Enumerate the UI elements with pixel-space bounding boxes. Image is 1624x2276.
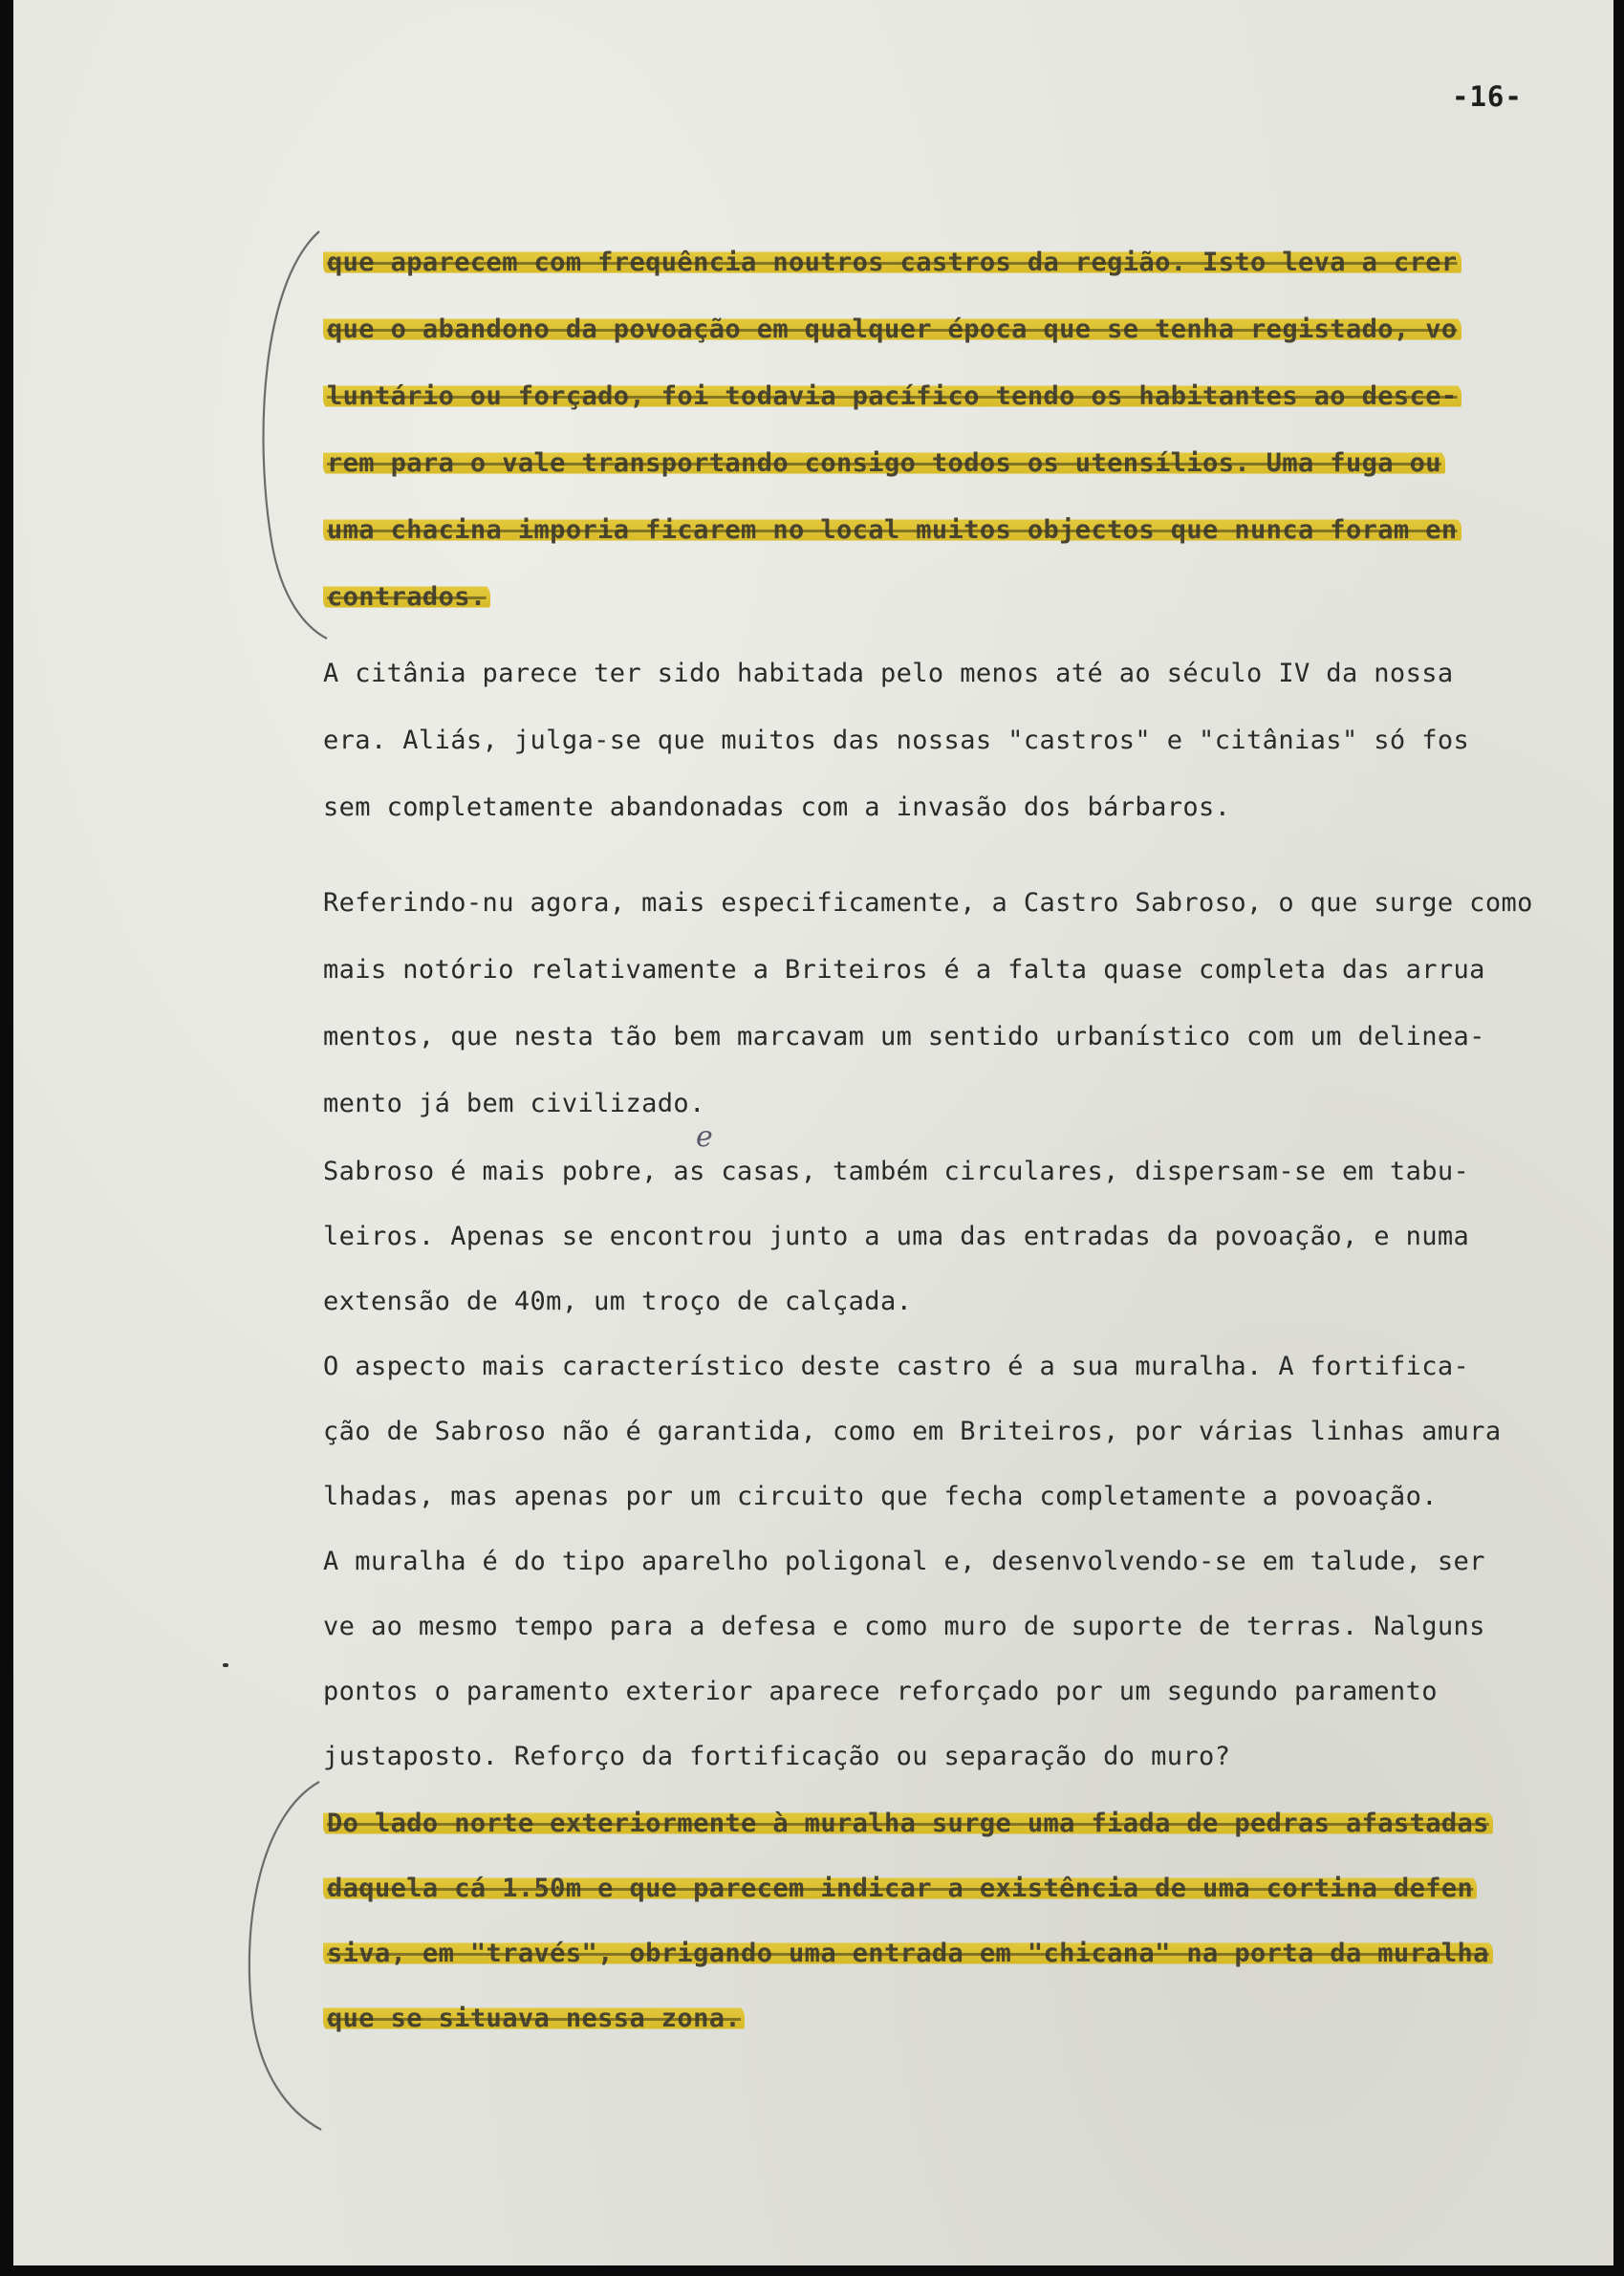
text-line: Sabroso é mais pobre, as casas, também circulares, dispersam-se em tabu-: [323, 1157, 1470, 1186]
text-line: contrados.: [323, 564, 1585, 631]
text-line: ve ao mesmo tempo para a defesa e como muro de suporte de terras. Nalguns: [323, 1612, 1485, 1641]
margin-bracket-bottom: [233, 1776, 329, 2139]
ink-speck: [223, 1663, 228, 1667]
text-line: mento já bem civilizado.: [323, 1089, 705, 1118]
text-line: era. Aliás, julga-se que muitos das nossas "castros" e "citânias" só fos: [323, 726, 1470, 755]
paragraph-2: [323, 640, 1585, 841]
text-line: Referindo-nu agora, mais especificamente, a Castro Sabroso, o que surge como: [323, 888, 1533, 918]
text-line: daquela cá 1.50m e que parecem indicar a existência de uma cortina defen: [323, 1856, 1585, 1921]
paragraph-4: [323, 1139, 1585, 1789]
document-page: [13, 0, 1613, 2265]
text-line: uma chacina imporia ficarem no local muitos objectos que nunca foram en: [323, 497, 1585, 564]
paragraph-1: [323, 229, 1585, 631]
text-line: O aspecto mais característico deste castro é a sua muralha. A fortifica-: [323, 1352, 1470, 1381]
text-line: leiros. Apenas se encontrou junto a uma das entradas da povoação, e numa: [323, 1222, 1470, 1251]
page-number: -16-: [1452, 80, 1523, 113]
text-line: rem para o vale transportando consigo todos os utensílios. Uma fuga ou: [323, 430, 1585, 497]
text-line: que se situava nessa zona.: [323, 1986, 1585, 2051]
text-line: sem completamente abandonadas com a invasão dos bárbaros.: [323, 792, 1231, 822]
text-line: A muralha é do tipo aparelho poligonal e, desenvolvendo-se em talude, ser: [323, 1547, 1485, 1576]
text-line: justaposto. Reforço da fortificação ou separação do muro?: [323, 1742, 1231, 1771]
text-line: mais notório relativamente a Briteiros é a falta quase completa das arrua: [323, 955, 1485, 985]
text-line: que aparecem com frequência noutros castros da região. Isto leva a crer: [323, 229, 1585, 296]
text-line: extensão de 40m, um troço de calçada.: [323, 1287, 913, 1316]
text-line: ção de Sabroso não é garantida, como em Briteiros, por várias linhas amura: [323, 1417, 1502, 1446]
text-line: A citânia parece ter sido habitada pelo menos até ao século IV da nossa: [323, 659, 1454, 688]
text-line: lhadas, mas apenas por um circuito que fecha completamente a povoação.: [323, 1482, 1438, 1511]
text-line: siva, em "través", obrigando uma entrada em "chicana" na porta da muralha: [323, 1921, 1585, 1986]
text-line: luntário ou forçado, foi todavia pacífico tendo os habitantes ao desce-: [323, 363, 1585, 430]
text-line: que o abandono da povoação em qualquer época que se tenha registado, vo: [323, 296, 1585, 363]
paragraph-5: [323, 1791, 1585, 2051]
handwritten-annotation: e: [696, 1120, 713, 1154]
text-line: pontos o paramento exterior aparece reforçado por um segundo paramento: [323, 1677, 1438, 1706]
text-line: mentos, que nesta tão bem marcavam um sentido urbanístico com um delinea-: [323, 1022, 1485, 1051]
paragraph-3: [323, 870, 1585, 1138]
text-line: Do lado norte exteriormente à muralha surge uma fiada de pedras afastadas: [323, 1791, 1585, 1856]
